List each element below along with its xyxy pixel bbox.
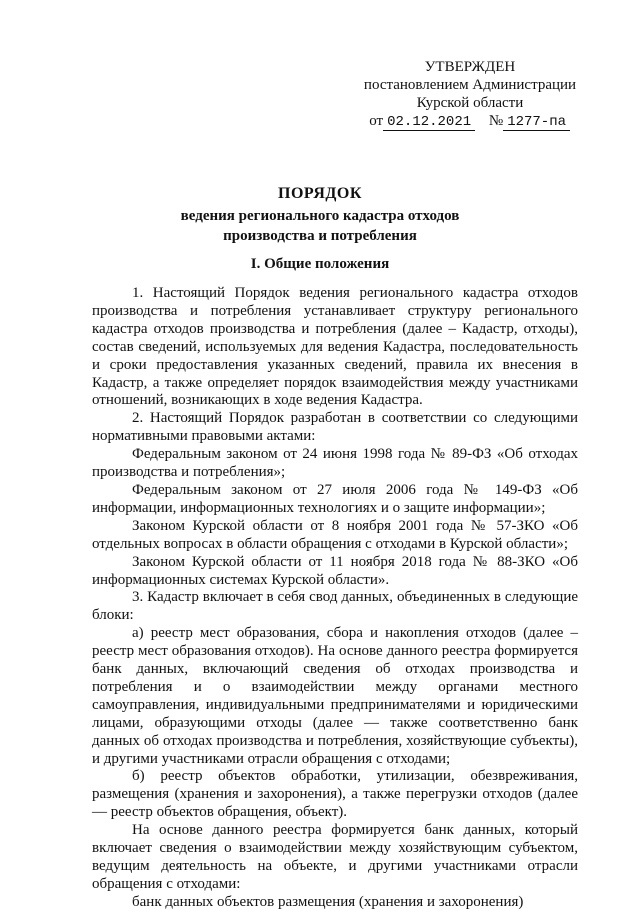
title-line-1: ведения регионального кадастра отходов (180, 208, 460, 224)
section-heading: I. Общие положения (250, 256, 390, 272)
paragraph: а) реестр мест образования, сбора и накопления отходов (далее – реестр мест образования отходов). На основе данного реестра формируется банк данных, включающий сведения об отходах производства и потребления и о взаимодействии между органами местного самоуправления, индивидуальными предпринимателями и юридическими лицами, образующими отходы (далее — также соответственно банк данных об отходах производства и потребления, хозяйствующие субъекты), и другими участниками отрасли обращения с отходами; (92, 625, 578, 767)
title-main: ПОРЯДОК (278, 185, 362, 202)
approval-number: 1277-па (503, 114, 570, 131)
paragraph: Федеральным законом от 24 июня 1998 года № 89-ФЗ «Об отходах производства и потребления»; (92, 446, 578, 481)
approval-stamp (340, 58, 580, 131)
approval-approved: УТВЕРЖДЕН (424, 59, 516, 75)
approval-resolution: постановлением Администрации (363, 77, 577, 93)
paragraph: На основе данного реестра формируется банк данных, который включает сведения о взаимодействии между хозяйствующим субъектом, ведущим деятельность на объекте, и другими участниками отрасли обращения с отходами: (92, 822, 578, 892)
title-line-2: производства и потребления (223, 228, 417, 244)
paragraph: Законом Курской области от 11 ноября 2018 года № 88-ЗКО «Об информационных системах Курской области». (92, 553, 578, 588)
approval-region: Курской области (416, 95, 524, 111)
paragraph: 3. Кадастр включает в себя свод данных, объединенных в следующие блоки: (92, 589, 578, 624)
date-prefix: от (369, 113, 384, 129)
document-title (0, 184, 640, 246)
document-body (92, 285, 578, 912)
paragraph: банк данных объектов размещения (хранения и захоронения) (132, 893, 524, 910)
approval-date: 02.12.2021 (383, 114, 475, 131)
paragraph: 2. Настоящий Порядок разработан в соответствии со следующими нормативными правовыми актами: (92, 410, 578, 445)
paragraph: б) реестр объектов обработки, утилизации, обезвреживания, размещения (хранения и захоронения), а также перегрузки отходов (далее — реестр объектов обращения, объект). (92, 768, 578, 821)
number-prefix: № (488, 113, 504, 129)
paragraph: Законом Курской области от 8 ноября 2001 года № 57-ЗКО «Об отдельных вопросах в области обращения с отходами в Курской области»; (92, 517, 578, 552)
approval-date-line (340, 112, 570, 131)
paragraph: 1. Настоящий Порядок ведения регионального кадастра отходов производства и потребления устанавливает структуру регионального кадастра отходов производства и потребления (далее – Кадастр, отходы), состав сведений, используемых для ведения Кадастра, последовательность и сроки предоставления указанных сведений, правила их внесения в Кадастр, а также определяет порядок взаимодействия между участниками отношений, возникающих в ходе ведения Кадастра. (92, 285, 578, 409)
paragraph: Федеральным законом от 27 июля 2006 года № 149-ФЗ «Об информации, информационных технологиях и о защите информации»; (92, 481, 578, 516)
